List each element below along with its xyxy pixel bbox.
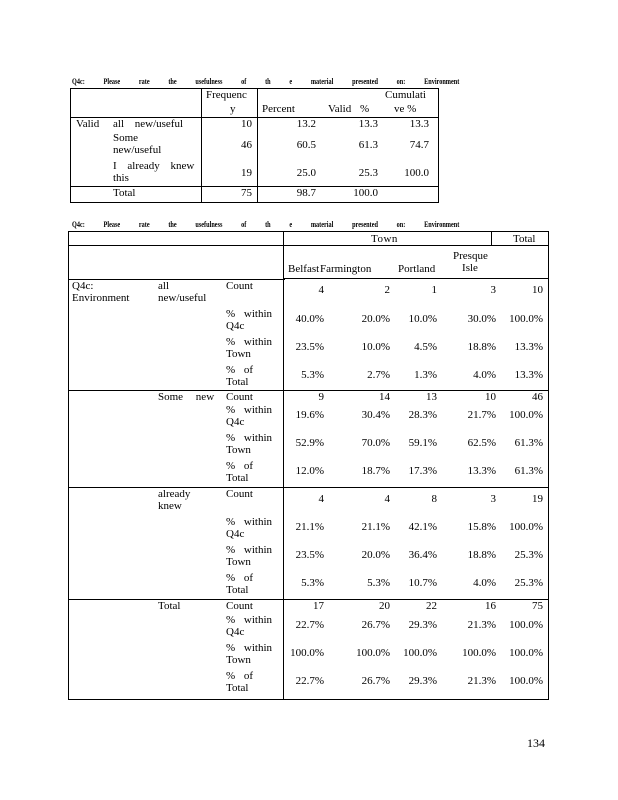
table2-cell: 17.3% bbox=[408, 465, 437, 477]
table2-group-label: Total bbox=[158, 600, 181, 612]
table2-stat-label: Q4c bbox=[226, 528, 245, 540]
table2-cell: 23.5% bbox=[295, 341, 324, 353]
table2-cell: 18.8% bbox=[467, 549, 496, 561]
table2-cell: 5.3% bbox=[301, 369, 324, 381]
table1-cell-percent: 98.7 bbox=[296, 187, 316, 199]
table2-cell: 26.7% bbox=[361, 675, 390, 687]
table2-top-rule bbox=[69, 245, 548, 246]
table2-cell: 14 bbox=[379, 391, 390, 403]
table2-title: Q4c: Please rate the usefulness of th e material presented on: Environment bbox=[72, 220, 460, 229]
table2-cell: 100.0% bbox=[403, 647, 437, 659]
table2-cell: 62.5% bbox=[467, 437, 496, 449]
table1-row-label: Some bbox=[113, 132, 139, 144]
table1-cell-frequency: 19 bbox=[241, 167, 252, 179]
table2-cell: 10.7% bbox=[408, 577, 437, 589]
table2-cell: 2.7% bbox=[367, 369, 390, 381]
table1-title: Q4c: Please rate the usefulness of th e material presented on: Environment bbox=[72, 77, 460, 86]
table2-cell: 19.6% bbox=[295, 409, 324, 421]
table2-stat-label: % within bbox=[226, 308, 273, 320]
table2-cell: 18.8% bbox=[467, 341, 496, 353]
table2-cell: 22 bbox=[426, 600, 437, 612]
table2-stat-label: Q4c bbox=[226, 416, 245, 428]
table2-stat-label: Q4c bbox=[226, 320, 245, 332]
table2-cell: 100.0% bbox=[509, 619, 543, 631]
table2-cell: 100.0% bbox=[462, 647, 496, 659]
table2-cell: 100.0% bbox=[509, 647, 543, 659]
table1-row-label: all new/useful bbox=[113, 118, 184, 130]
table2-stat-label: % within bbox=[226, 432, 273, 444]
table2-cell: 17 bbox=[313, 600, 324, 612]
table2-cell: 70.0% bbox=[361, 437, 390, 449]
table2-cell: 100.0% bbox=[509, 409, 543, 421]
table2-cell: 13.3% bbox=[514, 341, 543, 353]
table2-cell: 21.3% bbox=[467, 619, 496, 631]
table2-cell: 4.5% bbox=[414, 341, 437, 353]
table2-stat-label: Count bbox=[226, 488, 253, 500]
table2-cell: 3 bbox=[490, 493, 496, 505]
table2-cell: 100.0% bbox=[290, 647, 324, 659]
table2-group-rule bbox=[69, 390, 548, 391]
table2-stat-label: % within bbox=[226, 614, 273, 626]
table2-cell: 22.7% bbox=[295, 619, 324, 631]
table2-cell: 30.0% bbox=[467, 313, 496, 325]
table2-cell: 13.3% bbox=[467, 465, 496, 477]
table2-cell: 13 bbox=[426, 391, 437, 403]
table1-cell-valid: 100.0 bbox=[353, 187, 378, 199]
table2-stat-label: Town bbox=[226, 556, 251, 568]
table2-cell: 29.3% bbox=[408, 675, 437, 687]
table2-cell: 36.4% bbox=[408, 549, 437, 561]
table2-stat-label: % within bbox=[226, 404, 273, 416]
table2-cell: 2 bbox=[384, 284, 390, 296]
table2-stat-label: % within bbox=[226, 336, 273, 348]
table2-group-label: new/useful bbox=[158, 292, 207, 304]
table2-cell: 61.3% bbox=[514, 437, 543, 449]
table2-cell: 52.9% bbox=[295, 437, 324, 449]
table1-cell-valid: 13.3 bbox=[358, 118, 378, 130]
table1-cell-percent: 25.0 bbox=[296, 167, 316, 179]
table2-stat-label: % of bbox=[226, 460, 254, 472]
table2-stat-label: Total bbox=[226, 682, 249, 694]
table2-cell: 5.3% bbox=[301, 577, 324, 589]
table2-stat-label: Total bbox=[226, 584, 249, 596]
table2-cell: 100.0% bbox=[509, 521, 543, 533]
table2-cell: 21.3% bbox=[467, 675, 496, 687]
table1-cell-cumulative: 100.0 bbox=[404, 167, 429, 179]
table2-total-header: Total bbox=[513, 233, 536, 245]
table2-cell: 22.7% bbox=[295, 675, 324, 687]
table2-stat-label: Town bbox=[226, 444, 251, 456]
table2-stat-label: % within bbox=[226, 516, 273, 528]
table2-row-var: Q4c: bbox=[72, 280, 94, 292]
table2-cell: 21.7% bbox=[467, 409, 496, 421]
table2-group-rule bbox=[69, 487, 548, 488]
table2-col-header: Presque Isle bbox=[453, 250, 488, 274]
table2-cell: 4 bbox=[318, 493, 324, 505]
table2-cell: 1.3% bbox=[414, 369, 437, 381]
table2-group-rule bbox=[69, 599, 548, 600]
table1-cell-cumulative: 13.3 bbox=[409, 118, 429, 130]
table2-cell: 5.3% bbox=[367, 577, 390, 589]
table2-stat-label: Town bbox=[226, 348, 251, 360]
table2-stat-label: Q4c bbox=[226, 626, 245, 638]
page-number: 134 bbox=[527, 736, 545, 750]
table2-cell: 10.0% bbox=[361, 341, 390, 353]
table2-cell: 23.5% bbox=[295, 549, 324, 561]
table2-cell: 29.3% bbox=[408, 619, 437, 631]
table2-group-label: all bbox=[158, 280, 169, 292]
table2-cell: 13.3% bbox=[514, 369, 543, 381]
table1-row-label: new/useful bbox=[113, 144, 162, 156]
table2-cell: 75 bbox=[532, 600, 543, 612]
table2-cell: 18.7% bbox=[361, 465, 390, 477]
table2-cell: 20.0% bbox=[361, 313, 390, 325]
table2-stat-label: % within bbox=[226, 642, 273, 654]
table1-row-label: I already knew bbox=[113, 160, 195, 172]
table1-row-label: Total bbox=[113, 187, 136, 199]
table2-cell: 28.3% bbox=[408, 409, 437, 421]
table2-cell: 21.1% bbox=[295, 521, 324, 533]
table1-header-cumulative-b: ve % bbox=[394, 103, 417, 115]
table2-cell: 10 bbox=[532, 284, 543, 296]
table2-col-header: Belfast bbox=[288, 263, 320, 275]
table2-col-header: Farmington bbox=[320, 263, 372, 275]
table2-cell: 100.0% bbox=[509, 675, 543, 687]
table2-cell: 16 bbox=[485, 600, 496, 612]
table2-cell: 40.0% bbox=[295, 313, 324, 325]
table1-cell-frequency: 75 bbox=[241, 187, 252, 199]
table2-group-label: Some new bbox=[158, 391, 215, 403]
table1-header-cumulative-a: Cumulati bbox=[385, 89, 426, 101]
table2-cell: 26.7% bbox=[361, 619, 390, 631]
table1-cell-percent: 13.2 bbox=[296, 118, 316, 130]
table2-group-label: already bbox=[158, 488, 191, 500]
table2-subheader-rule bbox=[284, 278, 548, 279]
table2-stat-label: Total bbox=[226, 376, 249, 388]
table2-cell: 8 bbox=[431, 493, 437, 505]
table2-stat-label: Count bbox=[226, 600, 253, 612]
table2-cell: 9 bbox=[318, 391, 324, 403]
table2-cell: 10.0% bbox=[408, 313, 437, 325]
table1-cell-cumulative: 74.7 bbox=[409, 139, 429, 151]
table2-town-header: Town bbox=[371, 233, 398, 245]
table2-cell: 4 bbox=[384, 493, 390, 505]
table2-group-label: knew bbox=[158, 500, 182, 512]
table1-header-percent: Percent bbox=[262, 103, 295, 115]
table2-cell: 25.3% bbox=[514, 577, 543, 589]
table2-stat-label: % of bbox=[226, 364, 254, 376]
table2-stat-label: Total bbox=[226, 472, 249, 484]
table2-cell: 46 bbox=[532, 391, 543, 403]
table2-cell: 42.1% bbox=[408, 521, 437, 533]
table2-col-header: Portland bbox=[398, 263, 436, 275]
table2-cell: 20 bbox=[379, 600, 390, 612]
table2-total-divider bbox=[491, 232, 492, 246]
table2-stat-label: % within bbox=[226, 544, 273, 556]
table2-cell: 12.0% bbox=[295, 465, 324, 477]
table2-cell: 19 bbox=[532, 493, 543, 505]
table1-cell-valid: 25.3 bbox=[358, 167, 378, 179]
table1-header-frequency-b: y bbox=[230, 103, 236, 115]
table2-cell: 4.0% bbox=[473, 369, 496, 381]
table1-cell-frequency: 10 bbox=[241, 118, 252, 130]
table2-cell: 1 bbox=[431, 284, 437, 296]
table1-header-frequency-a: Frequenc bbox=[206, 89, 247, 101]
table2-cell: 4 bbox=[318, 284, 324, 296]
table2-cell: 59.1% bbox=[408, 437, 437, 449]
table2-cell: 4.0% bbox=[473, 577, 496, 589]
table2-cell: 21.1% bbox=[361, 521, 390, 533]
table1-cell-valid: 61.3 bbox=[358, 139, 378, 151]
table2-cell: 3 bbox=[490, 284, 496, 296]
table2-cell: 15.8% bbox=[467, 521, 496, 533]
table2-stat-label: Count bbox=[226, 280, 253, 292]
table1-header-valid: Valid % bbox=[328, 103, 370, 115]
table2-cell: 30.4% bbox=[361, 409, 390, 421]
table2-cell: 25.3% bbox=[514, 549, 543, 561]
table2-cell: 20.0% bbox=[361, 549, 390, 561]
table2-cell: 100.0% bbox=[509, 313, 543, 325]
table2-cell: 61.3% bbox=[514, 465, 543, 477]
table2-stat-label: Count bbox=[226, 391, 253, 403]
table2-row-var: Environment bbox=[72, 292, 130, 304]
table2-cell: 100.0% bbox=[356, 647, 390, 659]
table1-valid-label: Valid bbox=[76, 118, 100, 130]
table2-stat-label: Town bbox=[226, 654, 251, 666]
table2-stat-label: % of bbox=[226, 572, 254, 584]
table2-stat-label: % of bbox=[226, 670, 254, 682]
table1-cell-frequency: 46 bbox=[241, 139, 252, 151]
table1-row-label: this bbox=[113, 172, 129, 184]
table1-cell-percent: 60.5 bbox=[296, 139, 316, 151]
table2-cell: 10 bbox=[485, 391, 496, 403]
